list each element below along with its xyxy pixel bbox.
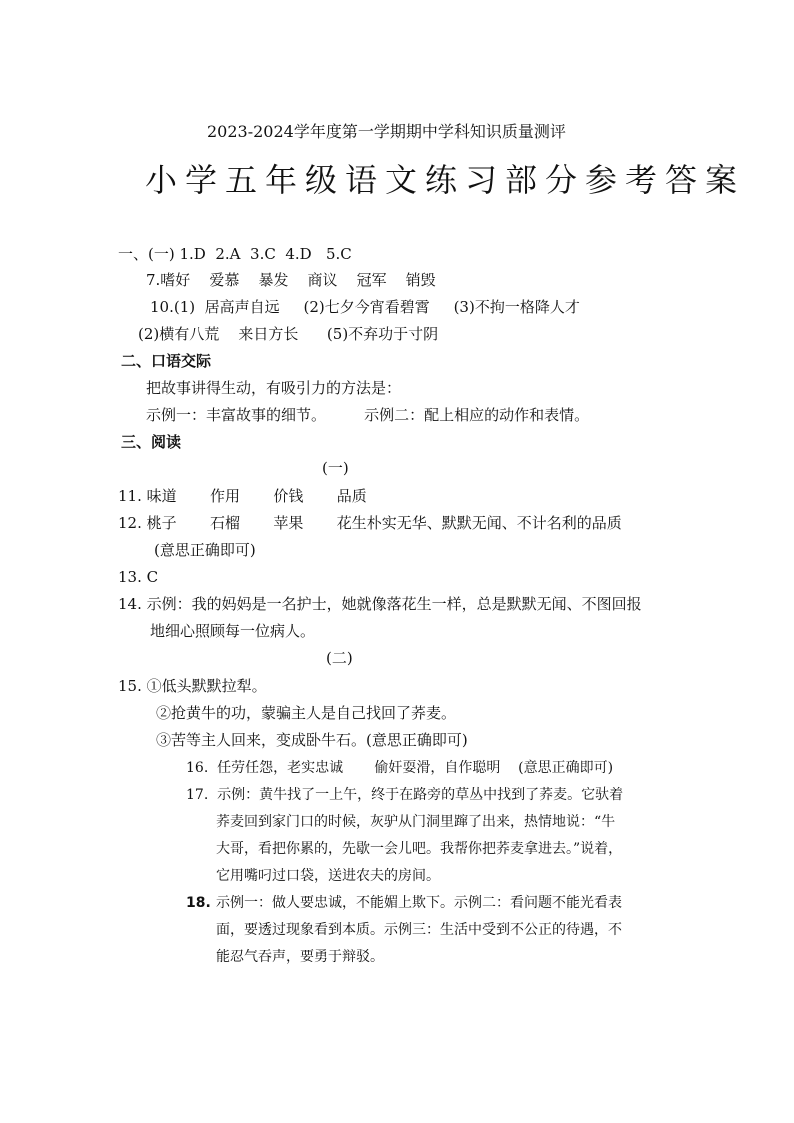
- section2-line1: 把故事讲得生动，有吸引力的方法是：: [146, 379, 402, 397]
- question-18-line3: 能忍气吞声，要勇于辩驳。: [216, 949, 384, 965]
- question-13: 13. C: [118, 568, 159, 586]
- question-15-line2: ②抢黄牛的功，蒙骗主人是自己找回了荞麦。: [156, 704, 457, 722]
- question-17-line1: 17. 示例：黄牛找了一上午，终于在路旁的草丛中找到了荞麦。它驮着: [186, 787, 624, 803]
- question-11: 11. 味道 作用 价钱 品质: [118, 487, 367, 505]
- section1-line3: 10.(1) 居高声自远 (2)七夕今宵看碧霄 (3)不拘一格降人才: [150, 298, 580, 316]
- question-14-line1: 14. 示例：我的妈妈是一名护士，她就像落花生一样，总是默默无闻、不图回报: [118, 595, 642, 613]
- page-title: 小学五年级语文练习部分参考答案: [145, 161, 746, 199]
- question-18-number: 18.: [186, 895, 211, 911]
- question-17-line3: 大哥，看把你累的，先歇一会儿吧。我帮你把荞麦拿进去。”说着，: [216, 841, 623, 857]
- question-17-line4: 它用嘴叼过口袋，送进农夫的房间。: [216, 868, 440, 884]
- question-12-note: (意思正确即可): [154, 541, 256, 559]
- question-18-line1: 示例一：做人要忠诚，不能媚上欺下。示例二：看问题不能光看表: [216, 895, 622, 911]
- section1-line4: (2)横有八荒 来日方长 (5)不弃功于寸阴: [138, 325, 439, 343]
- section3-heading: 三、阅读: [121, 433, 182, 451]
- exam-subtitle: 2023-2024学年度第一学期期中学科知识质量测评: [207, 122, 566, 141]
- question-18-line2: 面，要透过现象看到本质。示例三：生活中受到不公正的待遇，不: [216, 922, 622, 938]
- question-16: 16. 任劳任怨，老实忠诚 偷奸耍滑，自作聪明 (意思正确即可): [186, 760, 614, 776]
- question-14-line2: 地细心照顾每一位病人。: [150, 622, 316, 640]
- section2-heading: 二、口语交际: [121, 352, 212, 370]
- reading-part1-marker: (一): [322, 459, 349, 477]
- section1-line1: 一、(一) 1.D 2.A 3.C 4.D 5.C: [118, 245, 352, 263]
- section2-line2: 示例一：丰富故事的细节。 示例二：配上相应的动作和表情。: [146, 406, 590, 424]
- question-15-line3: ③苦等主人回来，变成卧牛石。(意思正确即可): [156, 731, 468, 749]
- question-12: 12. 桃子 石榴 苹果 花生朴实无华、默默无闻、不计名利的品质: [118, 514, 622, 532]
- question-15-line1: 15. ①低头默默拉犁。: [118, 677, 267, 695]
- reading-part2-marker: (二): [326, 649, 353, 667]
- question-17-line2: 荞麦回到家门口的时候，灰驴从门洞里蹿了出来，热情地说：“牛: [216, 814, 616, 830]
- section1-line2: 7.嗜好 爱慕 暴发 商议 冠军 销毁: [146, 271, 436, 289]
